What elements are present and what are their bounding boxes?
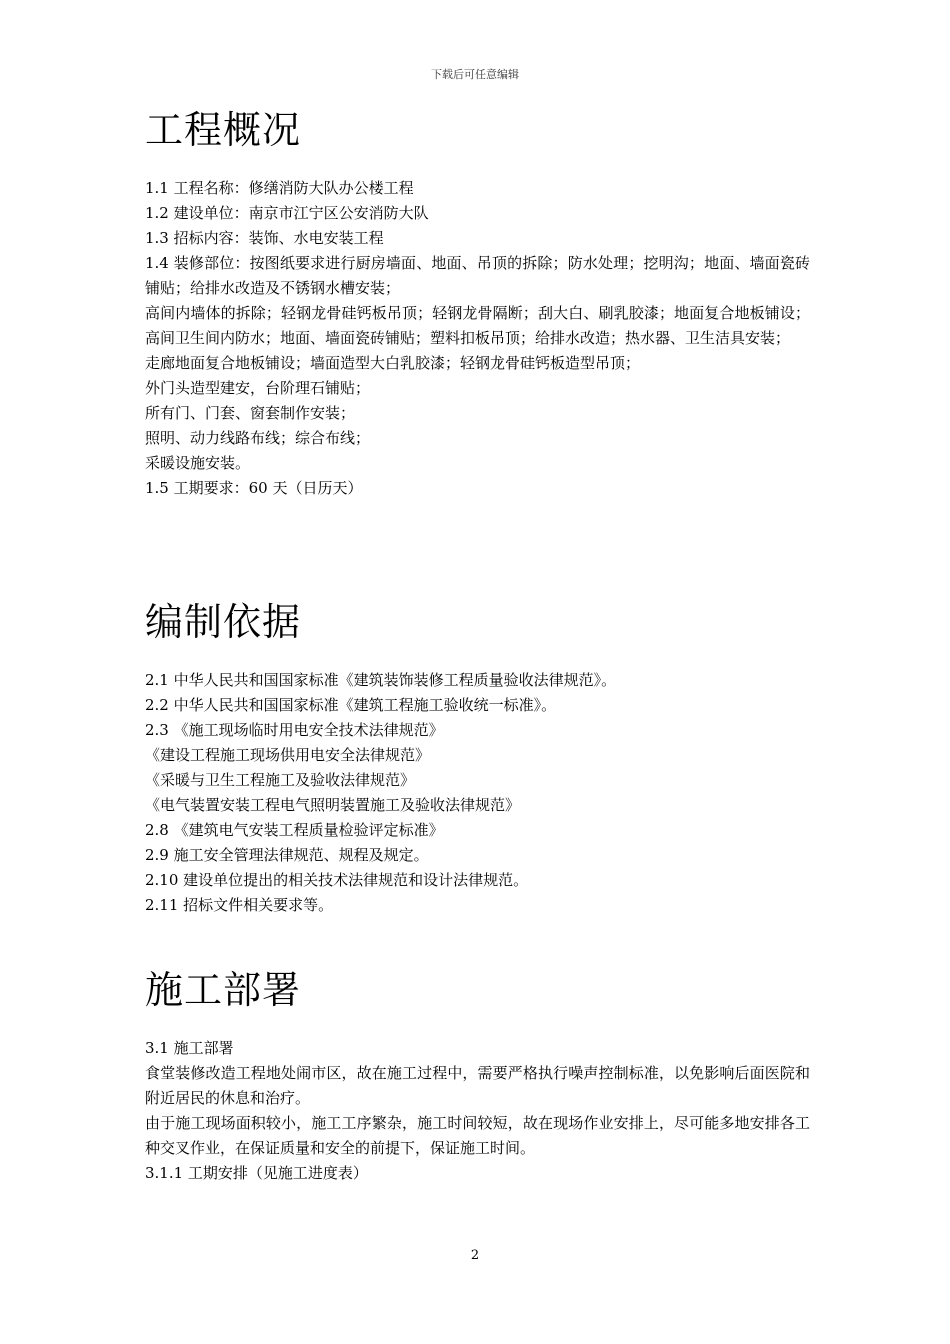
section-body [145, 1036, 810, 1186]
paragraph: 外门头造型建安，台阶理石铺贴； [145, 379, 371, 397]
paragraph: 1.1 工程名称：修缮消防大队办公楼工程 [145, 179, 414, 197]
paragraph: 采暖设施安装。 [145, 454, 251, 472]
paragraph: 1.4 装修部位：按图纸要求进行厨房墙面、地面、吊顶的拆除；防水处理；挖明沟；地面、墙面瓷砖铺贴；给排水改造及不锈钢水槽安装； [145, 254, 810, 297]
paragraph: 食堂装修改造工程地处闹市区，故在施工过程中，需要严格执行噪声控制标准，以免影响后面医院和附近居民的休息和治疗。 [145, 1064, 810, 1107]
paragraph: 2.9 施工安全管理法律规范、规程及规定。 [145, 846, 429, 864]
paragraph: 照明、动力线路布线；综合布线； [145, 429, 371, 447]
section-body [145, 176, 810, 501]
paragraph: 2.3 《施工现场临时用电安全技术法律规范》 [145, 721, 444, 739]
section-project-overview [145, 108, 810, 501]
section-title: 施工部署 [145, 968, 302, 1012]
paragraph: 3.1 施工部署 [145, 1039, 234, 1057]
paragraph: 2.10 建设单位提出的相关技术法律规范和设计法律规范。 [145, 871, 529, 889]
paragraph: 1.3 招标内容：装饰、水电安装工程 [145, 229, 384, 247]
section-compilation-basis [145, 600, 810, 918]
section-title: 工程概况 [145, 108, 302, 152]
paragraph: 3.1.1 工期安排（见施工进度表） [145, 1164, 368, 1182]
paragraph: 2.2 中华人民共和国国家标准《建筑工程施工验收统一标准》。 [145, 696, 557, 714]
section-title: 编制依据 [145, 600, 302, 644]
paragraph: 1.5 工期要求：60 天（日历天） [145, 479, 363, 497]
header-note: 下载后可任意编辑 [431, 68, 519, 81]
paragraph: 2.8 《建筑电气安装工程质量检验评定标准》 [145, 821, 444, 839]
section-construction-deployment [145, 968, 810, 1186]
paragraph: 2.1 中华人民共和国国家标准《建筑装饰装修工程质量验收法律规范》。 [145, 671, 617, 689]
page-number: 2 [470, 1248, 480, 1263]
paragraph: 走廊地面复合地板铺设；墙面造型大白乳胶漆；轻钢龙骨硅钙板造型吊顶； [145, 354, 641, 372]
paragraph: 高间内墙体的拆除；轻钢龙骨硅钙板吊顶；轻钢龙骨隔断；刮大白、刷乳胶漆；地面复合地板铺设；高间卫生间内防水；地面、墙面瓷砖铺贴；塑料扣板吊顶；给排水改造；热水器、卫生洁具安装； [145, 304, 810, 347]
paragraph: 所有门、门套、窗套制作安装； [145, 404, 356, 422]
paragraph: 由于施工现场面积较小，施工工序繁杂，施工时间较短，故在现场作业安排上，尽可能多地安排各工种交叉作业，在保证质量和安全的前提下，保证施工时间。 [145, 1114, 810, 1157]
paragraph: 2.11 招标文件相关要求等。 [145, 896, 334, 914]
paragraph: 《建设工程施工现场供用电安全法律规范》 [145, 746, 431, 764]
paragraph: 《电气装置安装工程电气照明装置施工及验收法律规范》 [145, 796, 521, 814]
paragraph: 《采暖与卫生工程施工及验收法律规范》 [145, 771, 416, 789]
paragraph: 1.2 建设单位：南京市江宁区公安消防大队 [145, 204, 429, 222]
section-body [145, 668, 810, 918]
